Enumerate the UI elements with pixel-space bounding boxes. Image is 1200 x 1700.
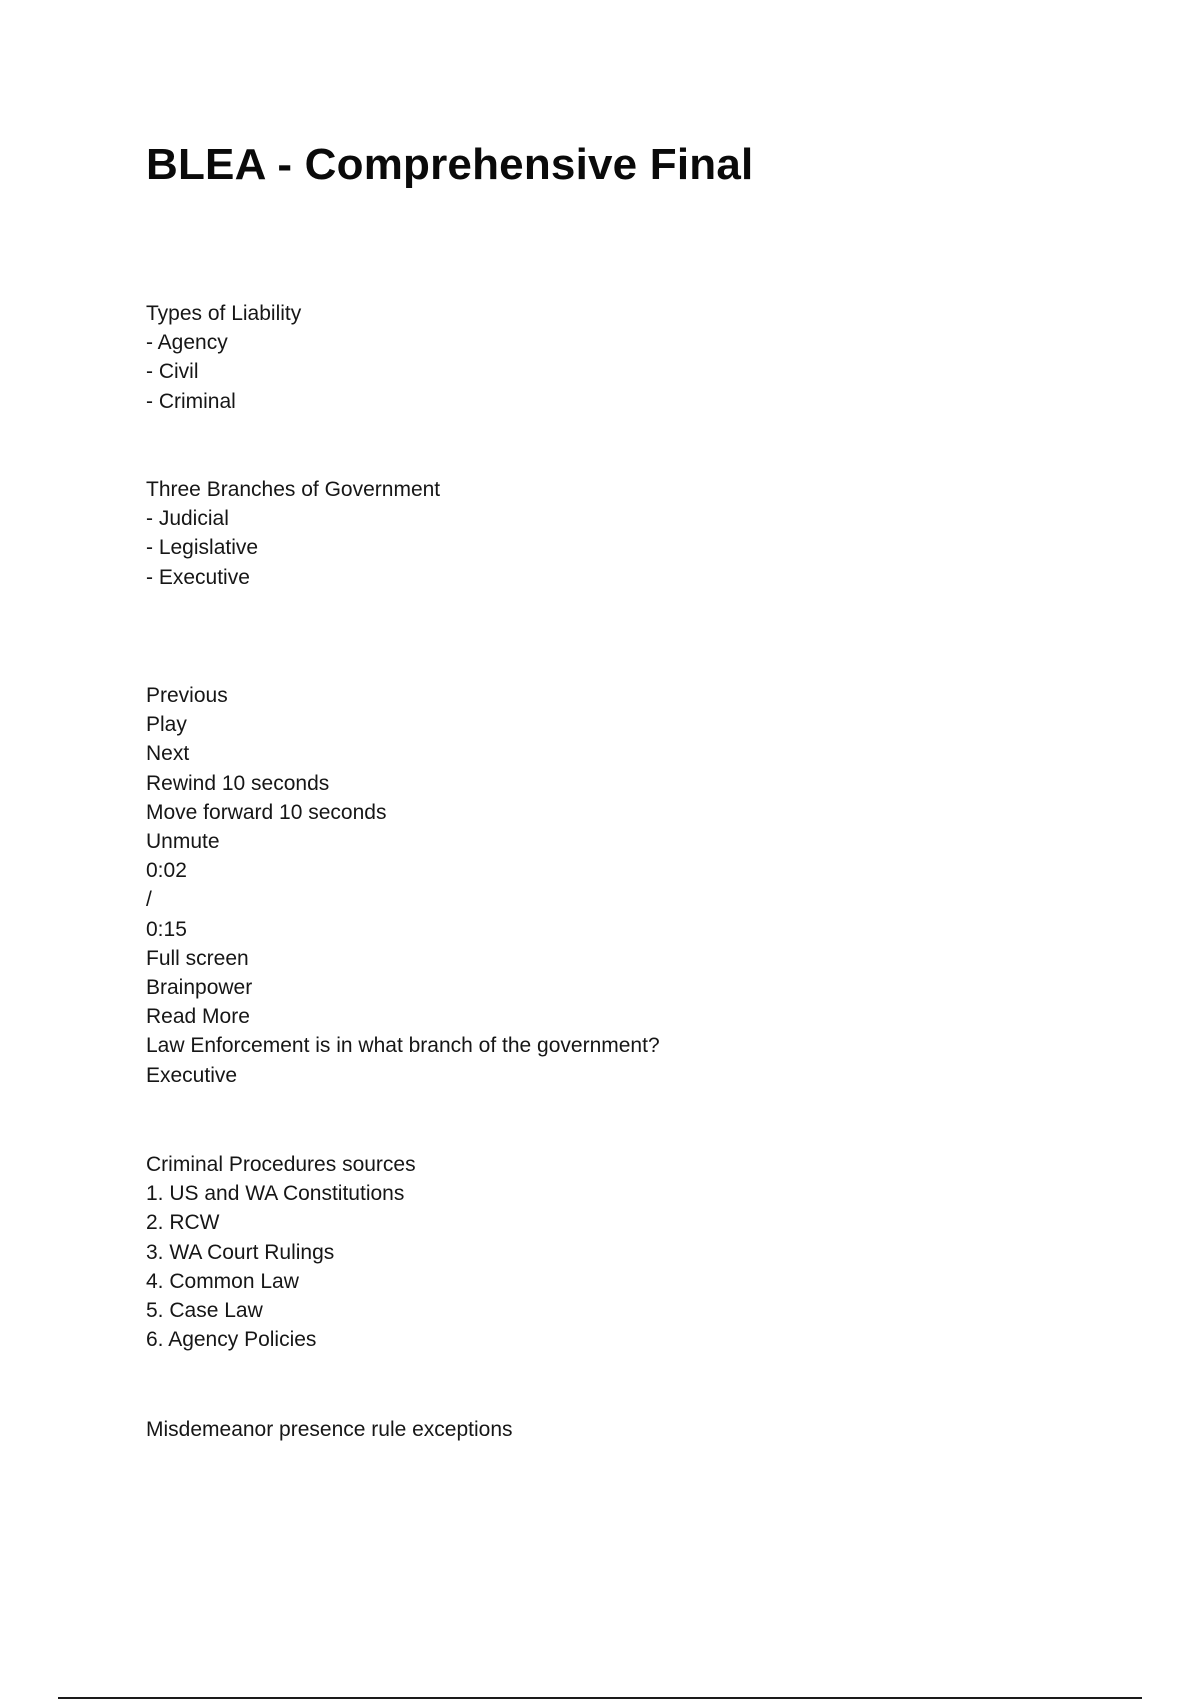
section-heading: Types of Liability bbox=[146, 302, 302, 325]
list-item: - Executive bbox=[146, 565, 250, 589]
list-item: - Judicial bbox=[146, 507, 229, 531]
read-more-link[interactable]: Read More bbox=[146, 1005, 250, 1029]
list-item: 2. RCW bbox=[146, 1211, 220, 1235]
answer-text: Executive bbox=[146, 1063, 238, 1087]
time-separator: / bbox=[146, 888, 152, 912]
list-item: 6. Agency Policies bbox=[146, 1328, 317, 1352]
section-heading: Criminal Procedures sources bbox=[146, 1153, 416, 1176]
list-item: - Legislative bbox=[146, 536, 259, 560]
question-text: Law Enforcement is in what branch of the government? bbox=[146, 1034, 660, 1058]
list-item: - Agency bbox=[146, 331, 228, 355]
list-item: 3. WA Court Rulings bbox=[146, 1240, 335, 1264]
forward-button[interactable]: Move forward 10 seconds bbox=[146, 800, 387, 824]
play-button[interactable]: Play bbox=[146, 713, 187, 737]
list-item: 4. Common Law bbox=[146, 1269, 299, 1293]
previous-button[interactable]: Previous bbox=[146, 684, 228, 707]
misdemeanor-section bbox=[146, 1415, 513, 1444]
list-item: - Civil bbox=[146, 360, 199, 384]
list-item: 1. US and WA Constitutions bbox=[146, 1182, 405, 1206]
list-item: 5. Case Law bbox=[146, 1299, 263, 1323]
fullscreen-button[interactable]: Full screen bbox=[146, 946, 249, 970]
branches-section bbox=[146, 475, 440, 592]
next-button[interactable]: Next bbox=[146, 742, 190, 766]
video-player-text bbox=[146, 681, 660, 1090]
brand-label: Brainpower bbox=[146, 976, 253, 1000]
page-title: BLEA - Comprehensive Final bbox=[146, 140, 754, 189]
unmute-button[interactable]: Unmute bbox=[146, 830, 220, 854]
section-heading: Three Branches of Government bbox=[146, 478, 441, 501]
liability-section bbox=[146, 299, 301, 416]
list-item: - Criminal bbox=[146, 389, 236, 413]
rewind-button[interactable]: Rewind 10 seconds bbox=[146, 771, 330, 795]
procedures-section bbox=[146, 1150, 416, 1354]
footer-divider bbox=[58, 1697, 1142, 1699]
current-time: 0:02 bbox=[146, 859, 187, 883]
duration: 0:15 bbox=[146, 917, 187, 941]
section-heading: Misdemeanor presence rule exceptions bbox=[146, 1418, 513, 1441]
